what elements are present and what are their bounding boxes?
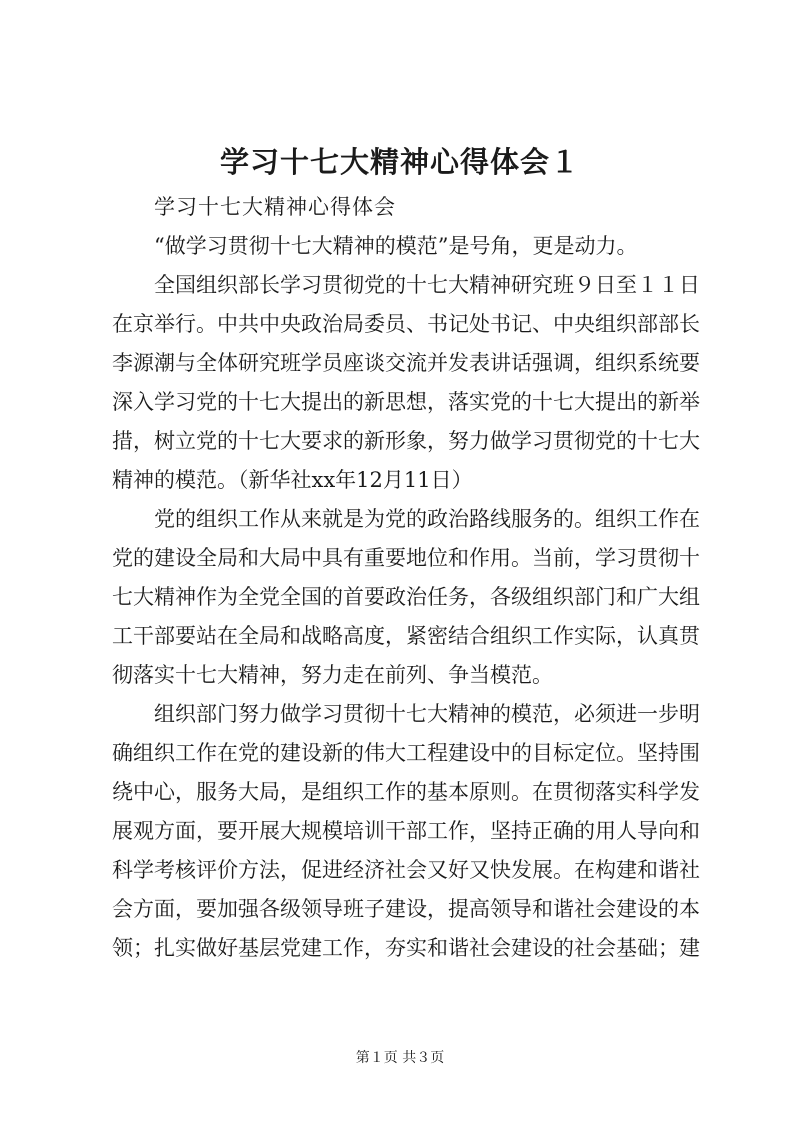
paragraph-news: 全国组织部长学习贯彻党的十七大精神研究班９日至１１日在京举行。中共中央政治局委员、书记处书记、中央组织部部长李源潮与全体研究班学员座谈交流并发表讲话强调，组织系统要深入学习党的十七大提出的新思想，落实党的十七大提出的新举措，树立党的十七大要求的新形象，努力做学习贯彻党的十七大精神的模范。（新华社xx年12月11日） — [112, 273, 700, 492]
paragraph-model-role: 组织部门努力做学习贯彻十七大精神的模范，必须进一步明确组织工作在党的建设新的伟大工程建设中的目标定位。坚持围绕中心，服务大局，是组织工作的基本原则。在贯彻落实科学发展观方面，要开展大规模培训干部工作，坚持正确的用人导向和科学考核评价方法，促进经济社会又好又快发展。在构建和谐社会方面，要加强各级领导班子建设，提高领导和谐社会建设的本领；扎实做好基层党建工作，夯实和谐社会建设的社会基础；建 — [112, 702, 700, 960]
paragraph-slogan: “做学习贯彻十七大精神的模范”是号角，更是动力。 — [154, 234, 638, 258]
page-footer: 第１页 共３页 — [355, 1050, 445, 1066]
document-title: 学习十七大精神心得体会１ — [219, 145, 580, 179]
paragraph-subtitle: 学习十七大精神心得体会 — [154, 195, 396, 219]
paragraph-organization-work: 党的组织工作从来就是为党的政治路线服务的。组织工作在党的建设全局和大局中具有重要地位和作用。当前，学习贯彻十七大精神作为全党全国的首要政治任务，各级组织部门和广大组工干部要站在全局和战略高度，紧密结合组织工作实际，认真贯彻落实十七大精神，努力走在前列、争当模范。 — [112, 507, 700, 687]
document-body — [112, 188, 700, 968]
